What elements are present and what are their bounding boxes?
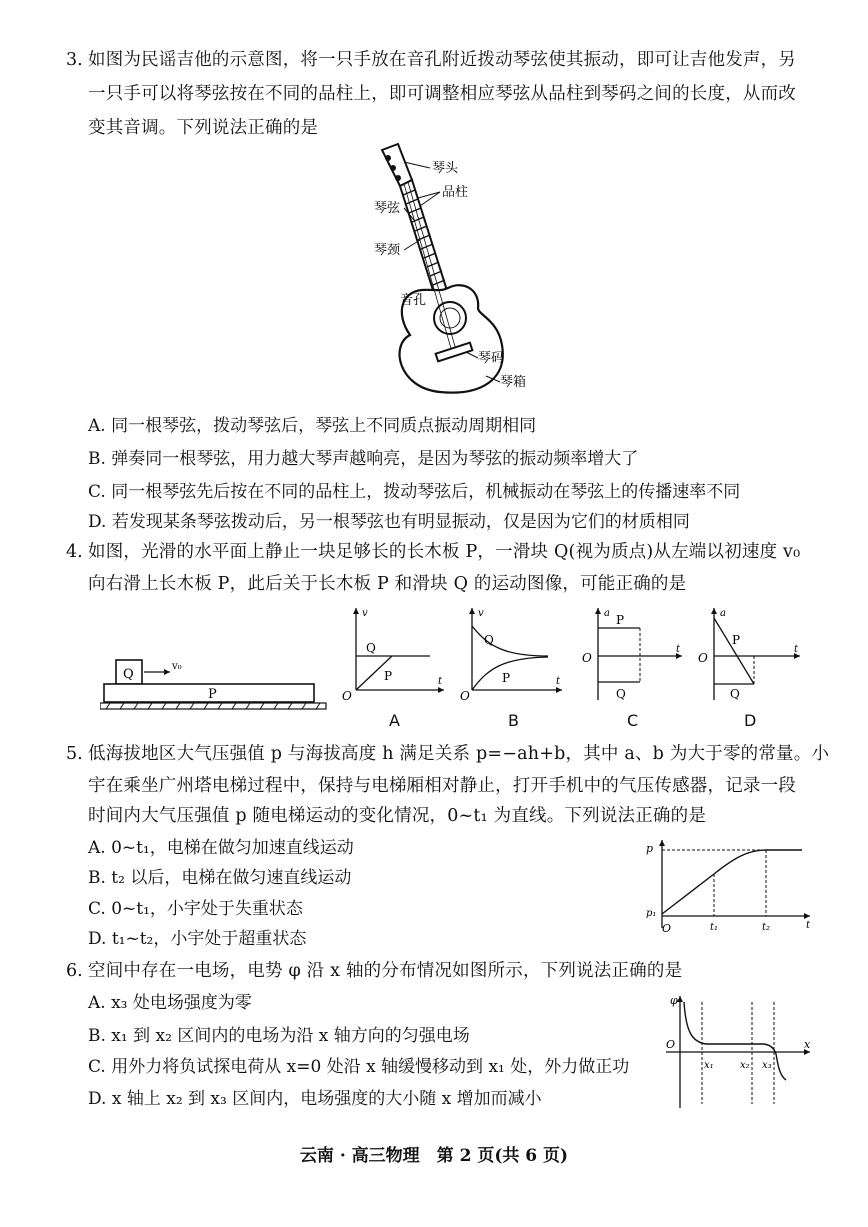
q5-option-c: C. 0~t₁，小宇处于失重状态	[88, 899, 303, 919]
graph-c-p: P	[616, 613, 625, 627]
q3-option-b: B. 弹奏同一根琴弦，用力越大琴声越响亮，是因为琴弦的振动频率增大了	[88, 449, 639, 469]
graph-b-p: P	[502, 671, 511, 685]
graph-b-xaxis: t	[556, 676, 561, 687]
q5-graph-yaxis: p	[646, 842, 654, 855]
label-string: 琴弦	[374, 201, 401, 216]
graph-a-p: P	[384, 669, 393, 683]
block-q-label: Q	[123, 667, 134, 682]
graph-d-p-line	[714, 618, 754, 684]
q5-stem-line-2: 宇在乘坐广州塔电梯过程中，保持与电梯厢相对静止，打开手机中的气压传感器，记录一段	[88, 776, 796, 796]
q5-graph-t2: t₂	[762, 922, 771, 933]
q3-number: 3.	[66, 50, 83, 70]
graph-a-caption: A	[389, 711, 400, 730]
q3-stem-line-3: 变其音调。下列说法正确的是	[88, 118, 319, 138]
label-fret: 品柱	[442, 185, 469, 200]
graph-a-xaxis: t	[438, 676, 443, 687]
q6-stem-line-1: 空间中存在一电场，电势 φ 沿 x 轴的分布情况如图所示，下列说法正确的是	[88, 961, 683, 981]
potential-graph	[662, 992, 814, 1110]
label-head: 琴头	[432, 161, 459, 176]
q4-number: 4.	[66, 542, 83, 562]
graph-d-q: Q	[730, 687, 740, 701]
v0-label: v₀	[172, 661, 182, 672]
q6-option-a: A. x₃ 处电场强度为零	[88, 993, 252, 1013]
ground	[100, 703, 326, 709]
graph-d	[696, 604, 806, 704]
graph-c-caption: C	[627, 711, 639, 730]
q6-graph-x3: x₃	[762, 1060, 772, 1071]
guitar-figure	[360, 140, 560, 395]
q3-option-a: A. 同一根琴弦，拨动琴弦后，琴弦上不同质点振动周期相同	[88, 416, 537, 436]
q6-number: 6.	[66, 961, 83, 981]
graph-b-q: Q	[484, 633, 494, 647]
graph-c-origin: O	[582, 651, 592, 665]
graph-d-p: P	[732, 633, 741, 647]
q5-graph-p1: p₁	[646, 908, 657, 919]
label-box: 琴箱	[500, 375, 527, 390]
q5-graph-origin: O	[662, 922, 672, 934]
q6-graph-xaxis: x	[804, 1038, 811, 1051]
q3-stem-line-2: 一只手可以将琴弦按在不同的品柱上，即可调整相应琴弦从品柱到琴码之间的长度，从而改	[88, 84, 796, 104]
guitar-peg	[385, 155, 391, 161]
q5-graph-t1: t₁	[710, 922, 719, 933]
graph-a-q: Q	[366, 641, 376, 655]
graph-b-yaxis: v	[478, 608, 484, 619]
graph-d-xaxis: t	[794, 644, 799, 655]
q6-graph-x2: x₂	[740, 1060, 750, 1071]
graph-c	[578, 604, 688, 704]
guitar-peg	[395, 175, 401, 181]
graph-a	[340, 604, 450, 704]
q6-option-c: C. 用外力将负试探电荷从 x=0 处沿 x 轴缓慢移动到 x₁ 处，外力做正功	[88, 1057, 630, 1077]
q3-stem-line-1: 如图为民谣吉他的示意图，将一只手放在音孔附近拨动琴弦使其振动，即可让吉他发声，另	[88, 50, 796, 70]
q3-option-c: C. 同一根琴弦先后按在不同的品柱上，拨动琴弦后，机械振动在琴弦上的传播速率不同	[88, 482, 741, 502]
q5-option-d: D. t₁~t₂，小宇处于超重状态	[88, 929, 307, 949]
graph-a-origin: O	[342, 689, 352, 703]
graph-c-q: Q	[616, 687, 626, 701]
pressure-time-graph	[642, 836, 816, 934]
board-block-figure	[100, 655, 330, 717]
q5-stem-line-1: 低海拔地区大气压强值 p 与海拔高度 h 满足关系 p=−ah+b，其中 a、b 为大于零的常量。小	[88, 744, 830, 764]
label-neck: 琴颈	[374, 243, 401, 258]
page-footer: 云南 · 高三物理 第 2 页(共 6 页)	[299, 1146, 569, 1166]
graph-c-yaxis: a	[604, 608, 610, 619]
q6-option-d: D. x 轴上 x₂ 到 x₃ 区间内，电场强度的大小随 x 增加而减小	[88, 1089, 542, 1109]
board-p-label: P	[208, 687, 217, 702]
q6-graph-x1: x₁	[704, 1060, 714, 1071]
q6-graph-yaxis: φ	[670, 994, 678, 1007]
graph-d-origin: O	[698, 651, 708, 665]
graph-b	[458, 604, 568, 704]
q5-stem-line-3: 时间内大气压强值 p 随电梯运动的变化情况，0~t₁ 为直线。下列说法正确的是	[88, 806, 707, 826]
graph-d-caption: D	[744, 711, 757, 730]
graph-a-yaxis: v	[362, 608, 368, 619]
graph-b-origin: O	[460, 689, 470, 703]
graph-b-caption: B	[508, 711, 519, 730]
q6-option-b: B. x₁ 到 x₂ 区间内的电场为沿 x 轴方向的匀强电场	[88, 1026, 470, 1046]
label-hole: 音孔	[400, 293, 427, 308]
q5-number: 5.	[66, 744, 83, 764]
q5-option-b: B. t₂ 以后，电梯在做匀速直线运动	[88, 868, 352, 888]
q5-graph-xaxis: t	[806, 920, 811, 931]
q4-stem-line-1: 如图，光滑的水平面上静止一块足够长的长木板 P，一滑块 Q(视为质点)从左端以初速度 v₀	[88, 542, 801, 562]
graph-d-yaxis: a	[720, 608, 726, 619]
graph-c-xaxis: t	[676, 644, 681, 655]
guitar-peg	[390, 165, 396, 171]
q6-graph-origin: O	[666, 1038, 676, 1051]
q3-option-d: D. 若发现某条琴弦拨动后，另一根琴弦也有明显振动，仅是因为它们的材质相同	[88, 512, 690, 532]
q5-option-a: A. 0~t₁，电梯在做匀加速直线运动	[88, 838, 354, 858]
label-bridge: 琴码	[478, 351, 505, 366]
q5-pressure-curve	[662, 850, 802, 914]
q4-stem-line-2: 向右滑上长木板 P，此后关于长木板 P 和滑块 Q 的运动图像，可能正确的是	[88, 574, 687, 594]
